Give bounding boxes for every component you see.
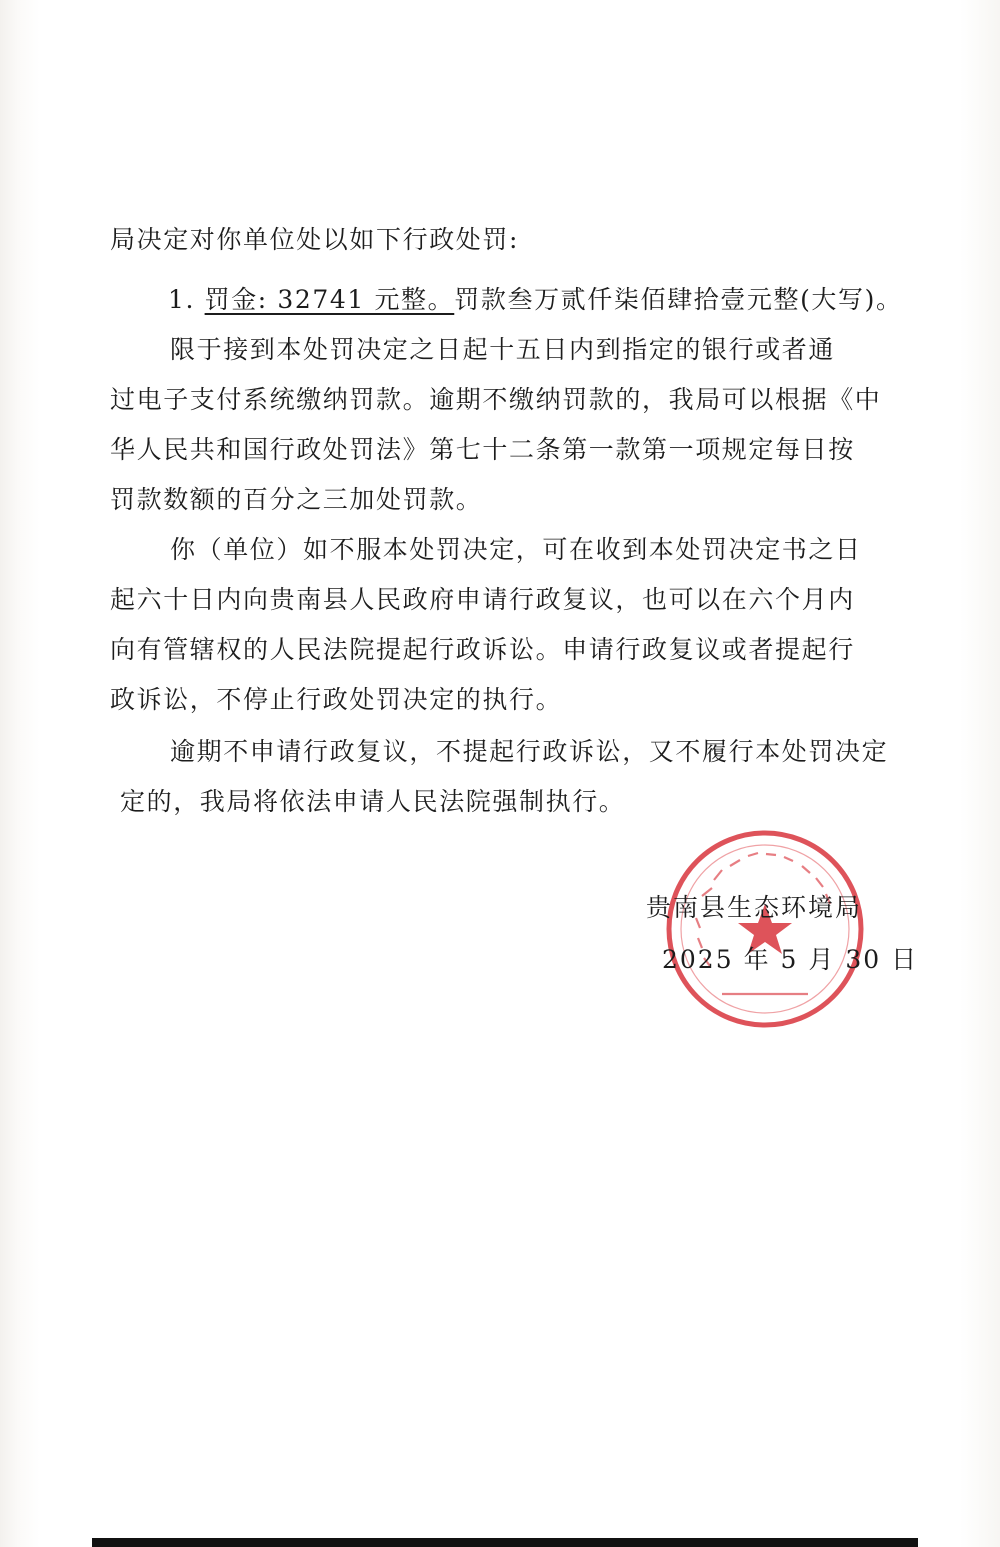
issuer-name: 贵南县生态环境局: [646, 893, 863, 922]
official-seal-icon: [662, 826, 868, 1032]
scan-edge-bar: [92, 1538, 918, 1547]
paragraph-line: 逾期不申请行政复议，不提起行政诉讼，又不履行本处罚决定: [170, 737, 889, 766]
paragraph-line: 限于接到本处罚决定之日起十五日内到指定的银行或者通: [170, 335, 836, 364]
penalty-amount-words: 罚款叁万贰仟柒佰肆拾壹元整(大写)。: [454, 285, 903, 314]
paragraph-line: 向有管辖权的人民法院提起行政诉讼。申请行政复议或者提起行: [110, 635, 855, 664]
paragraph-line: 政诉讼，不停止行政处罚决定的执行。: [110, 685, 563, 714]
penalty-amount: 罚金: 32741 元整。: [204, 285, 455, 314]
paragraph-line: 起六十日内向贵南县人民政府申请行政复议，也可以在六个月内: [110, 585, 855, 614]
paragraph-line: 定的，我局将依法申请人民法院强制执行。: [120, 787, 626, 816]
paragraph-line: 过电子支付系统缴纳罚款。逾期不缴纳罚款的，我局可以根据《中: [110, 385, 882, 414]
penalty-number: 1.: [168, 285, 196, 314]
issue-date: 2025 年 5 月 30 日: [662, 945, 919, 974]
paragraph-line: 罚款数额的百分之三加处罚款。: [110, 485, 483, 514]
paragraph-line: 你（单位）如不服本处罚决定，可在收到本处罚决定书之日: [170, 535, 862, 564]
paragraph-line: 华人民共和国行政处罚法》第七十二条第一款第一项规定每日按: [110, 435, 855, 464]
penalty-item: [168, 284, 903, 316]
intro-line: 局决定对你单位处以如下行政处罚:: [110, 225, 520, 254]
